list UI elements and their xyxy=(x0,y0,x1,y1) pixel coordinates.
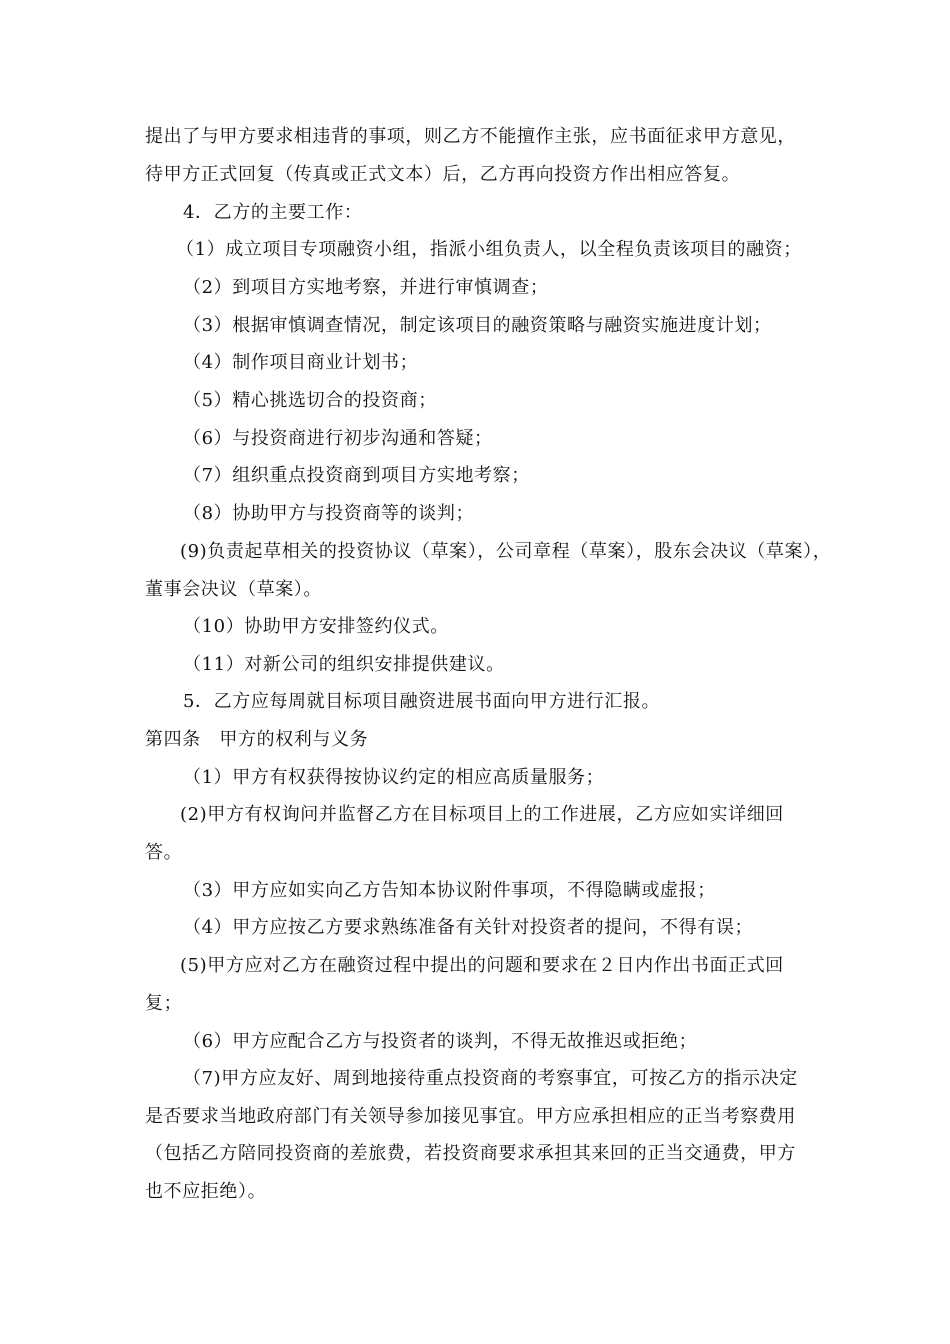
text-line: 答。 xyxy=(145,842,183,863)
text-line: （7）组织重点投资商到项目方实地考察； xyxy=(183,465,530,486)
text-line: 5．乙方应每周就目标项目融资进展书面向甲方进行汇报。 xyxy=(183,691,661,712)
text-line: （6）与投资商进行初步沟通和答疑； xyxy=(183,428,493,449)
text-line: （1）甲方有权获得按协议约定的相应高质量服务； xyxy=(183,767,605,788)
section-heading: 第四条 甲方的权利与义务 xyxy=(145,729,369,750)
text-line: （3）甲方应如实向乙方告知本协议附件事项，不得隐瞒或虚报； xyxy=(183,880,716,901)
text-line: 待甲方正式回复（传真或正式文本）后，乙方再向投资方作出相应答复。 xyxy=(145,164,741,185)
text-line: （11）对新公司的组织安排提供建议。 xyxy=(183,654,505,675)
text-line: (9)负责起草相关的投资协议（草案），公司章程（草案），股东会决议（草案）， xyxy=(180,541,832,562)
text-line: （7)甲方应友好、周到地接待重点投资商的考察事宜，可按乙方的指示决定 xyxy=(183,1068,798,1089)
text-line: 是否要求当地政府部门有关领导参加接见事宜。甲方应承担相应的正当考察费用 xyxy=(145,1106,796,1127)
text-line: （包括乙方陪同投资商的差旅费，若投资商要求承担其来回的正当交通费，甲方 xyxy=(145,1143,796,1164)
text-line: （10）协助甲方安排签约仪式。 xyxy=(183,616,449,637)
text-line: 也不应拒绝）。 xyxy=(145,1181,267,1202)
text-line: （6）甲方应配合乙方与投资者的谈判，不得无故推迟或拒绝； xyxy=(183,1031,698,1052)
text-line: （3）根据审慎调查情况，制定该项目的融资策略与融资实施进度计划； xyxy=(183,315,772,336)
text-line: （1）成立项目专项融资小组，指派小组负责人，以全程负责该项目的融资； xyxy=(176,239,802,260)
text-line: （4）制作项目商业计划书； xyxy=(183,352,419,373)
text-line: (2)甲方有权询问并监督乙方在目标项目上的工作进展，乙方应如实详细回 xyxy=(180,804,784,825)
text-line: (5)甲方应对乙方在融资过程中提出的问题和要求在２日内作出书面正式回 xyxy=(180,955,784,976)
text-line: 4．乙方的主要工作： xyxy=(183,202,363,223)
text-line: （5）精心挑选切合的投资商； xyxy=(183,390,437,411)
text-line: 董事会决议（草案）。 xyxy=(145,579,322,600)
text-line: （4）甲方应按乙方要求熟练准备有关针对投资者的提问，不得有误； xyxy=(183,917,754,938)
text-line: 复； xyxy=(145,993,183,1014)
text-line: （2）到项目方实地考察，并进行审慎调查； xyxy=(183,277,549,298)
text-line: （8）协助甲方与投资商等的谈判； xyxy=(183,503,475,524)
text-line: 提出了与甲方要求相违背的事项，则乙方不能擅作主张，应书面征求甲方意见， xyxy=(145,126,796,147)
